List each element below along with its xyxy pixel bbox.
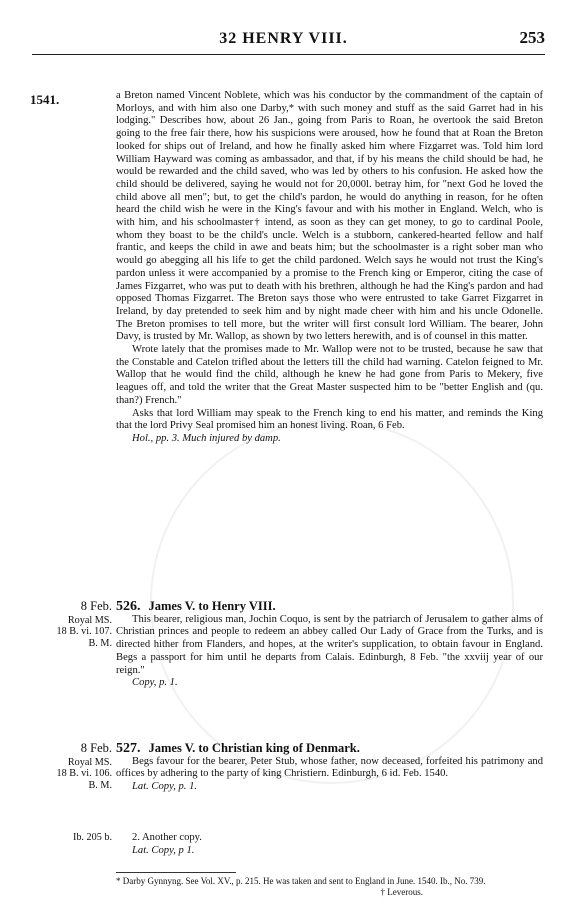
paragraph: a Breton named Vincent Noblete, which was his conductor by the commandment of the captain of Morloys, and with him also one Darby,* with such money and stuff as the said Garret had in his lodging." Describes how, about 26 Jan., going from Paris to Roan, he overtook the said Breton going to the free fair there, how his suspicions were aroused, how he found that at Roan the Breton looked for ships out of Ireland, and how he finally asked him where Fizgarret was. Told him lord William Hayward was coming as ambassador, and that, if by his means the child should be had, he would be rewarded and the child saved, who was led by others to his confusion. He asked how the child should be delivered, saying he would not for 20,000l. betray him, for "next God he loved the child above all men"; but, to get the child's pardon, he would do anything in reason, for he often heard the child wish he were in the King's favour and with his mother in England. Welch, who is with him, and his schoolmaster† intend, as soon as they can get money, to go to cardinal Poole, whom they boast to be the child's uncle. Welch is a stubborn, cankered-hearted fellow and half frantic, and keeps the child in awe and beats him; but the schoolmaster is a right sober man who would go abegging all his life to get the child pardoned. Welch says he would not trust the King's pardon unless it were accompanied by a promise to the French king or Emperor, citing the case of James Fizgarret, who was put to death with his brethren, although he had the King's pardon and had opposed Thomas Fizgarret. The Breton says those who were entrusted to take Garret Fizgarret in Ireland, by day pretended to seek him and by night made cheer with him and his uncle Odonelle. The Breton promises to tell more, but the writer will first consult lord William. The bearer, John Davy, is trusted by Mr. Wallop, as shown by two letters herewith, and is of counsel in this matter.	[116, 90, 543, 343]
entry-527	[116, 742, 543, 794]
year-marker: 1541.	[30, 92, 60, 107]
entry-heading	[116, 600, 543, 614]
entry-526	[116, 600, 543, 690]
running-head: 32 HENRY VIII.	[219, 30, 348, 47]
entry-text: Begs favour for the bearer, Peter Stub, whose father, now deceased, forfeited his patrimony and offices by adhering to the party of king Christiern. Edinburgh, 6 id. Feb. 1540.	[116, 755, 543, 780]
page-number: 253	[519, 28, 545, 47]
ms-reference: B. M.	[88, 637, 112, 649]
ms-reference: 18 B. vi. 106.	[56, 768, 112, 779]
ms-reference: Ib. 205 b.	[72, 832, 112, 843]
entry-number: 526.	[116, 599, 141, 614]
entry-text: This bearer, religious man, Jochin Coquo, is sent by the patriarch of Jerusalem to gather alms of Christian princes and people to redeem an abbey called Our Lady of Grace from the Turks, and is directed hither from Flanders, and hopes, at the writer's supplication, to obtain favour in England. Begs a passport for him until he departs from Calais. Edinburgh, 8 Feb. "the xxviij year of our reign."	[116, 613, 543, 676]
entry-sidenote	[30, 601, 112, 649]
entry-date: 8 Feb.	[80, 599, 112, 613]
footnote-rule	[116, 872, 236, 873]
entry-text: 2. Another copy.	[132, 832, 202, 843]
source-note: Copy, p. 1.	[132, 677, 178, 689]
entry-title: James V. to Henry VIII.	[148, 599, 276, 613]
paragraph: Wrote lately that the promises made to Mr. Wallop were not to be trusted, because he saw that the Constable and Catelon trifled about the letters till the child had warning. Catelon feigned to Mr. Wallop that he would find the child, although he knew he had gone from Paris to Mekery, five leagues off, and told the writer that the Great Master suspected him to be "better English and (qu. than?) French."	[116, 344, 543, 406]
entry-title: James V. to Christian king of Denmark.	[148, 741, 360, 755]
entry-sidenote	[30, 832, 112, 844]
paragraph: Asks that lord William may speak to the French king to end his matter, and reminds the King that the lord Privy Seal promised him an honest living. Roan, 6 Feb.	[116, 407, 543, 432]
footnotes	[116, 876, 543, 898]
source-note: Lat. Copy, p. 1.	[132, 781, 198, 793]
entry-number: 527.	[116, 741, 141, 756]
entry-sidenote	[30, 743, 112, 791]
entry-copy	[116, 832, 543, 857]
footnote: * Darby Gynnyng. See Vol. XV., p. 215. He was taken and sent to England in June. 1540. Ib., No. 739.	[116, 876, 486, 886]
continued-letter	[116, 90, 543, 446]
ms-reference: 18 B. vi. 107.	[56, 626, 112, 637]
ms-reference: B. M.	[88, 779, 112, 791]
ms-reference: Royal MS.	[67, 614, 112, 626]
header-rule	[32, 54, 545, 55]
entry-date: 8 Feb.	[80, 741, 112, 755]
source-note: Lat. Copy, p 1.	[132, 844, 195, 856]
footnote: † Leverous.	[380, 887, 423, 897]
ms-reference: Royal MS.	[67, 756, 112, 768]
source-note: Hol., pp. 3. Much injured by damp.	[132, 432, 281, 444]
entry-heading	[116, 742, 543, 756]
